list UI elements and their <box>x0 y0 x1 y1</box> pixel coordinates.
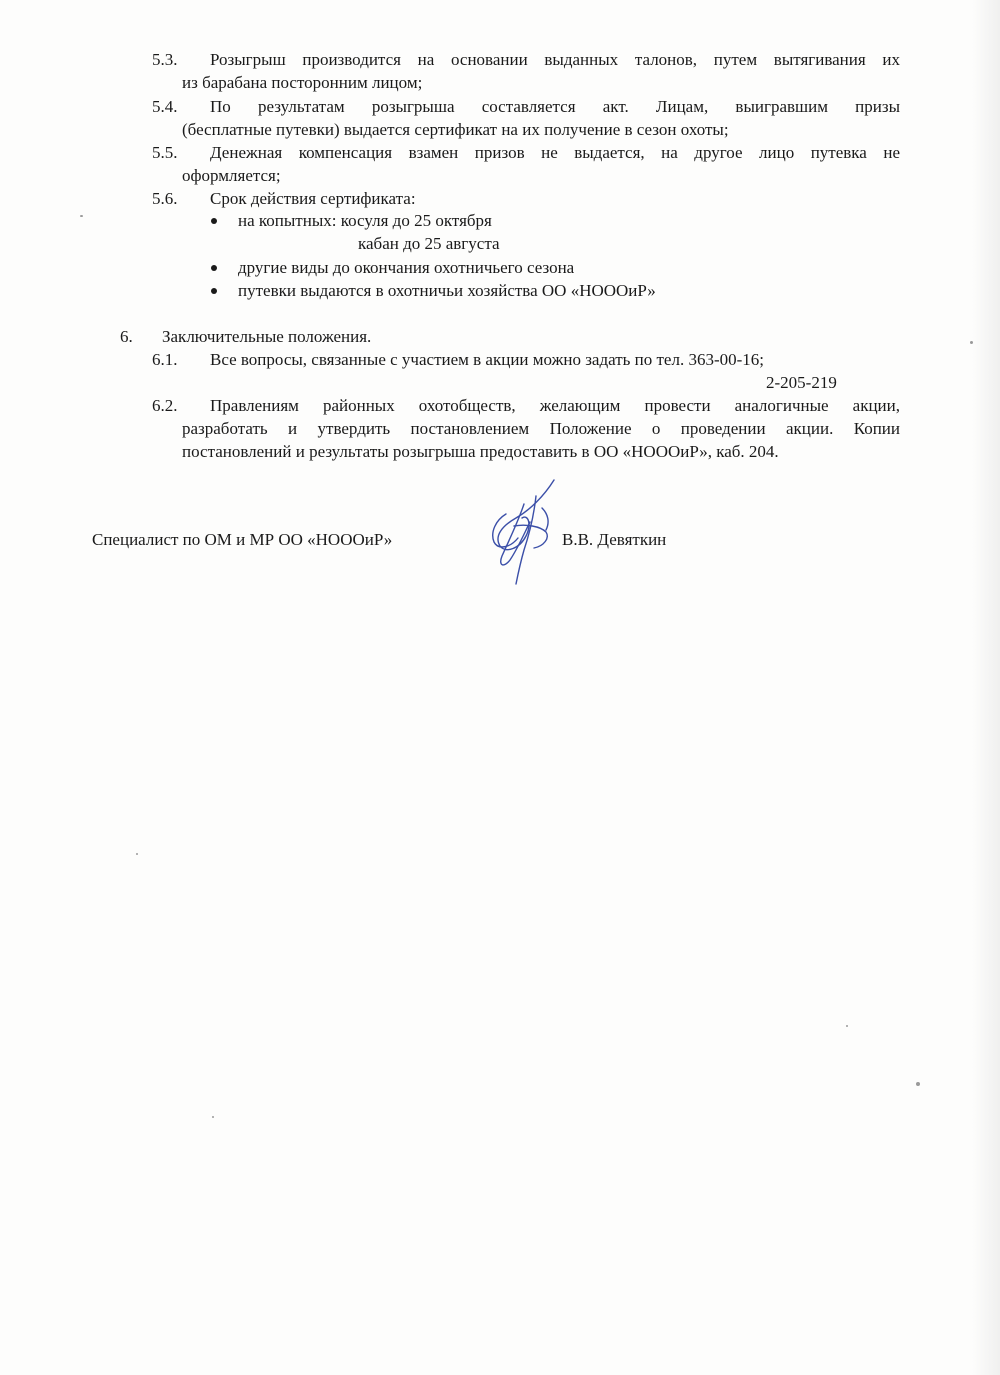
scan-edge-shadow <box>972 0 1000 1375</box>
item-number-5-3: 5.3. <box>152 50 178 69</box>
item-5-6-line1: Срок действия сертификата: <box>210 189 416 208</box>
item-number-5-6: 5.6. <box>152 189 178 208</box>
certificate-term-boar: кабан до 25 августа <box>358 234 500 253</box>
item-6-2-line2: разработать и утвердить постановлением Положение о проведении акции. Копии <box>182 419 900 438</box>
certificate-term-vouchers: путевки выдаются в охотничьи хозяйства ОО «НОООиР» <box>238 281 656 300</box>
scan-speck <box>846 1025 848 1027</box>
scan-speck <box>80 215 83 217</box>
item-number-6-1: 6.1. <box>152 350 178 369</box>
handwritten-signature <box>484 474 564 586</box>
item-number-6-2: 6.2. <box>152 396 178 415</box>
signatory-position: Специалист по ОМ и МР ОО «НОООиР» <box>92 530 393 549</box>
scan-speck <box>136 853 138 855</box>
item-6-2-line1: Правлениям районных охотобществ, желающим провести аналогичные акции, <box>210 396 900 415</box>
signatory-name: В.В. Девяткин <box>562 530 667 549</box>
item-6-1-phone2: 2-205-219 <box>766 373 837 392</box>
item-5-3-line2: из барабана посторонним лицом; <box>182 73 423 92</box>
item-6-1-line1: Все вопросы, связанные с участием в акции можно задать по тел. 363-00-16; <box>210 350 764 369</box>
scan-speck <box>212 1116 214 1118</box>
scan-speck <box>916 1082 920 1086</box>
bullet-marker <box>211 218 217 224</box>
bullet-marker <box>211 265 217 271</box>
certificate-term-other: другие виды до окончания охотничьего сезона <box>238 258 575 277</box>
item-5-4-line2: (бесплатные путевки) выдается сертификат на их получение в сезон охоты; <box>182 120 729 139</box>
item-5-4-line1: По результатам розыгрыша составляется акт. Лицам, выигравшим призы <box>210 97 900 116</box>
item-6-2-line3: постановлений и результаты розыгрыша предоставить в ОО «НОООиР», каб. 204. <box>182 442 779 461</box>
item-5-3-line1: Розыгрыш производится на основании выданных талонов, путем вытягивания их <box>210 50 900 69</box>
item-5-5-line2: оформляется; <box>182 166 281 185</box>
certificate-term-hoofed: на копытных: косуля до 25 октября <box>238 211 492 230</box>
item-5-5-line1: Денежная компенсация взамен призов не выдается, на другое лицо путевка не <box>210 143 900 162</box>
item-number-5-4: 5.4. <box>152 97 178 116</box>
bullet-marker <box>211 288 217 294</box>
section-number-6: 6. <box>120 327 133 346</box>
section-6-title: Заключительные положения. <box>162 327 372 346</box>
item-number-5-5: 5.5. <box>152 143 178 162</box>
